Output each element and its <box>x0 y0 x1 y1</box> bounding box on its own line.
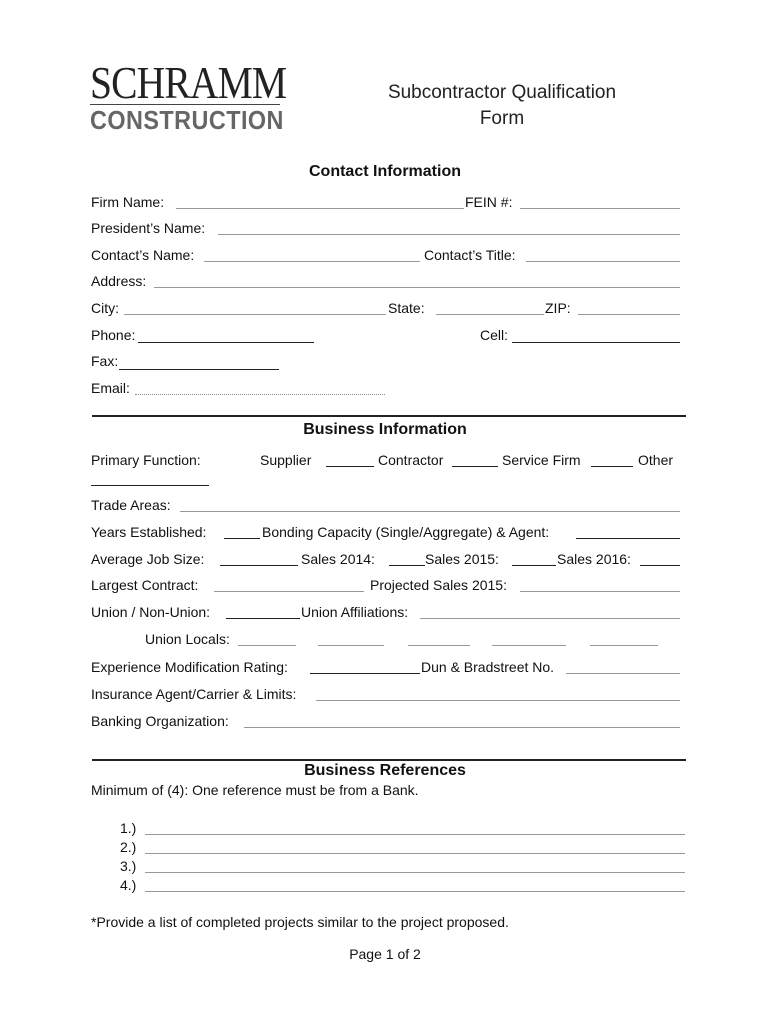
trade-areas-label: Trade Areas: <box>91 497 171 513</box>
contact-name-label: Contact’s Name: <box>91 247 195 263</box>
contact-name-field[interactable] <box>204 261 420 262</box>
sales-2014-field[interactable] <box>389 565 425 566</box>
union-local-field[interactable] <box>492 645 566 646</box>
state-label: State: <box>388 300 425 316</box>
fein-field[interactable] <box>520 208 680 209</box>
sales-2016-field[interactable] <box>640 565 680 566</box>
reference-field[interactable] <box>145 834 685 835</box>
logo-text-construction: CONSTRUCTION <box>90 105 284 135</box>
primary-function-label: Primary Function: <box>91 452 201 468</box>
zip-label: ZIP: <box>545 300 571 316</box>
sales-2015-field[interactable] <box>512 565 556 566</box>
banking-label: Banking Organization: <box>91 713 229 729</box>
reference-number: 1.) <box>120 820 137 836</box>
email-field[interactable] <box>135 394 385 395</box>
references-note: Minimum of (4): One reference must be from a Bank. <box>91 782 419 798</box>
section-heading-business: Business Information <box>303 421 467 438</box>
largest-contract-label: Largest Contract: <box>91 577 199 593</box>
firm-name-field[interactable] <box>176 208 464 209</box>
other-option-label: Other <box>638 452 674 468</box>
union-local-field[interactable] <box>408 645 470 646</box>
phone-label: Phone: <box>91 327 136 343</box>
bonding-capacity-label: Bonding Capacity (Single/Aggregate) & Agent: <box>262 524 550 540</box>
form-title-line1: Subcontractor Qualification <box>387 82 617 103</box>
fax-field[interactable] <box>119 369 279 370</box>
sales-2016-label: Sales 2016: <box>557 551 631 567</box>
contact-title-label: Contact’s Title: <box>424 247 516 263</box>
service-firm-field[interactable] <box>591 466 633 467</box>
phone-field[interactable] <box>138 342 314 343</box>
union-affiliations-label: Union Affiliations: <box>301 604 409 620</box>
reference-number: 2.) <box>120 839 137 855</box>
union-local-field[interactable] <box>238 645 296 646</box>
service-firm-option-label: Service Firm <box>502 452 581 468</box>
trade-areas-field[interactable] <box>180 511 680 512</box>
page-number: Page 1 of 2 <box>349 946 421 962</box>
insurance-field[interactable] <box>316 700 680 701</box>
supplier-field[interactable] <box>326 466 374 467</box>
address-label: Address: <box>91 273 147 289</box>
state-field[interactable] <box>436 314 544 315</box>
reference-number: 3.) <box>120 858 137 874</box>
firm-name-label: Firm Name: <box>91 194 165 210</box>
reference-number: 4.) <box>120 877 137 893</box>
union-nonunion-field[interactable] <box>226 618 300 619</box>
projected-sales-label: Projected Sales 2015: <box>370 577 507 593</box>
union-local-field[interactable] <box>318 645 384 646</box>
sales-2014-label: Sales 2014: <box>301 551 375 567</box>
reference-field[interactable] <box>145 853 685 854</box>
emr-field[interactable] <box>310 673 420 674</box>
section-heading-contact: Contact Information <box>309 163 461 180</box>
union-nonunion-label: Union / Non-Union: <box>91 604 211 620</box>
zip-field[interactable] <box>578 314 680 315</box>
sales-2015-label: Sales 2015: <box>425 551 499 567</box>
union-locals-label: Union Locals: <box>145 631 230 647</box>
supplier-option-label: Supplier <box>260 452 312 468</box>
union-affiliations-field[interactable] <box>420 618 680 619</box>
other-field[interactable] <box>91 485 209 486</box>
years-established-label: Years Established: <box>91 524 207 540</box>
years-established-field[interactable] <box>224 538 260 539</box>
city-field[interactable] <box>124 314 386 315</box>
email-label: Email: <box>91 380 130 396</box>
insurance-label: Insurance Agent/Carrier & Limits: <box>91 686 297 702</box>
union-local-field[interactable] <box>590 645 658 646</box>
average-job-size-field[interactable] <box>220 565 298 566</box>
logo-text-schramm: SCHRAMM <box>90 57 287 108</box>
city-label: City: <box>91 300 119 316</box>
dnb-label: Dun & Bradstreet No. <box>421 659 555 675</box>
projected-sales-field[interactable] <box>520 591 680 592</box>
banking-field[interactable] <box>244 727 680 728</box>
section-divider <box>92 415 686 417</box>
president-name-label: President’s Name: <box>91 220 206 236</box>
contact-title-field[interactable] <box>526 261 680 262</box>
fax-label: Fax: <box>91 353 119 369</box>
cell-label: Cell: <box>480 327 509 343</box>
address-field[interactable] <box>154 287 680 288</box>
section-heading-references: Business References <box>304 762 466 779</box>
form-title-line2: Form <box>479 108 525 129</box>
largest-contract-field[interactable] <box>214 591 364 592</box>
emr-label: Experience Modification Rating: <box>91 659 288 675</box>
bonding-capacity-field[interactable] <box>576 538 680 539</box>
dnb-field[interactable] <box>566 673 680 674</box>
section-divider <box>92 759 686 761</box>
contractor-option-label: Contractor <box>378 452 444 468</box>
reference-field[interactable] <box>145 891 685 892</box>
fein-label: FEIN #: <box>465 194 513 210</box>
reference-field[interactable] <box>145 872 685 873</box>
president-name-field[interactable] <box>218 234 680 235</box>
average-job-size-label: Average Job Size: <box>91 551 205 567</box>
projects-note: *Provide a list of completed projects similar to the project proposed. <box>91 914 509 930</box>
contractor-field[interactable] <box>452 466 498 467</box>
cell-field[interactable] <box>512 342 680 343</box>
